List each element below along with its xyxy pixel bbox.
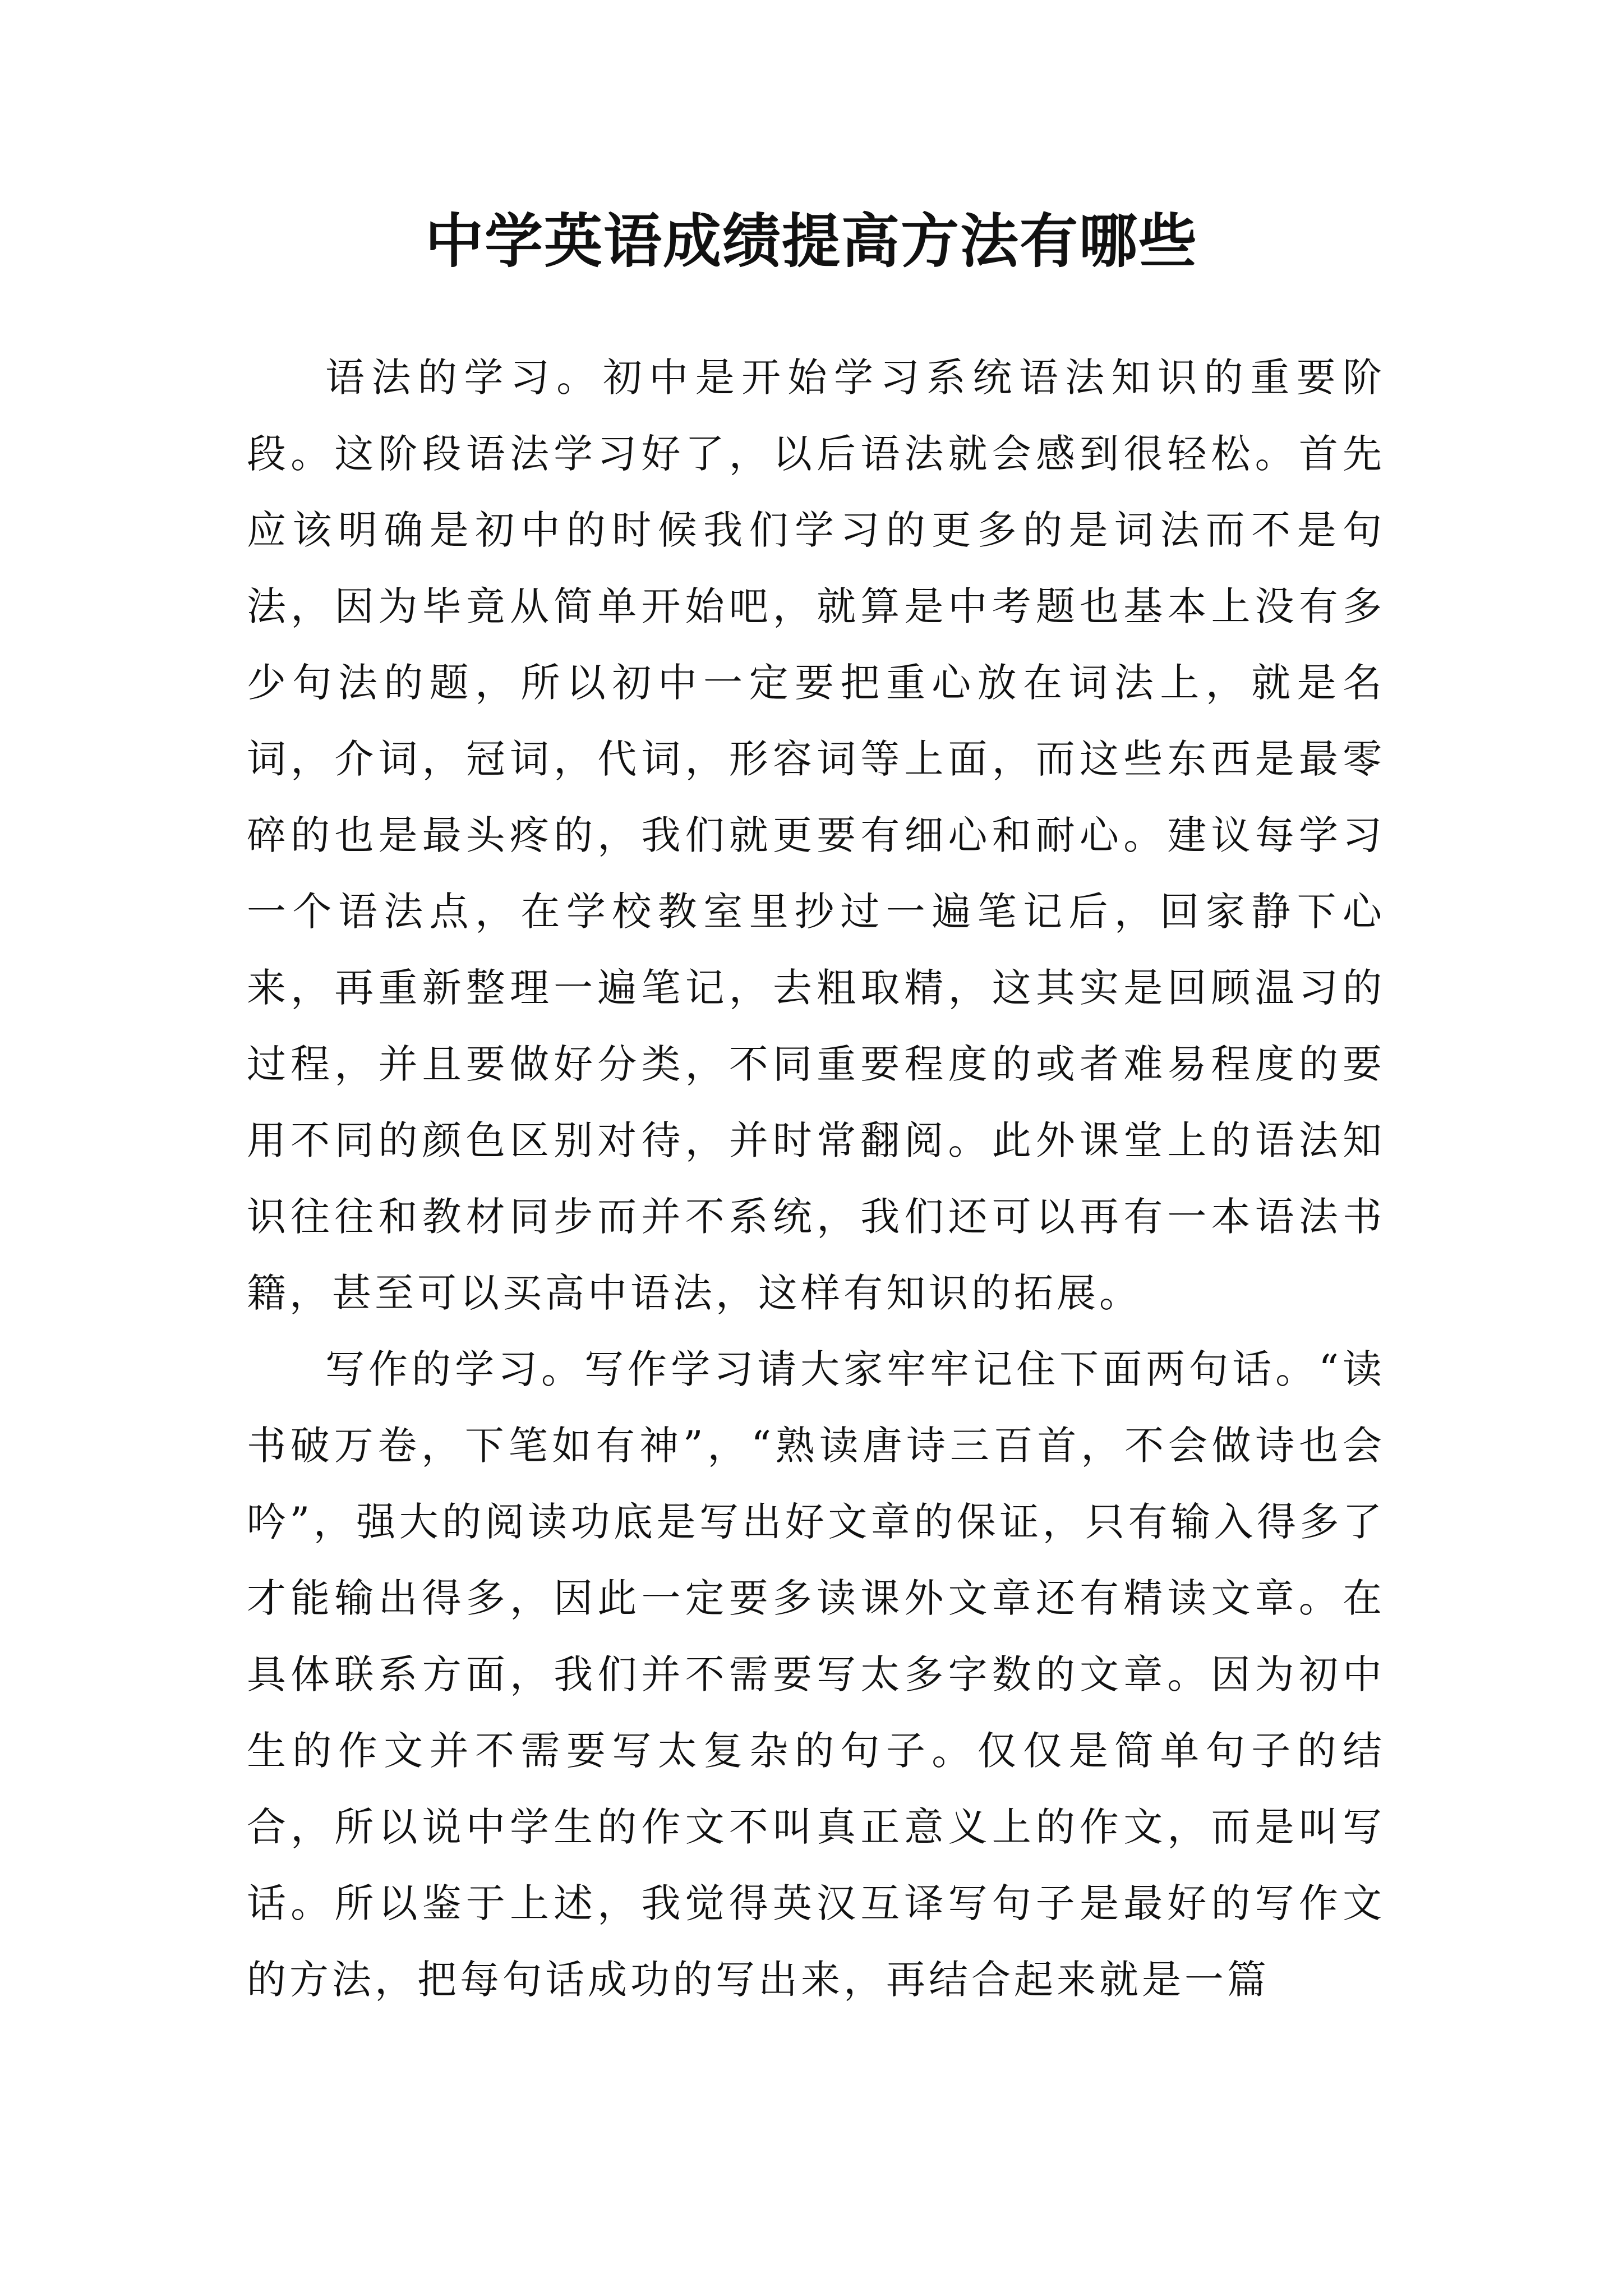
- document-title: 中学英语成绩提高方法有哪些: [425, 206, 1198, 275]
- document-body: [247, 339, 1385, 2018]
- paragraph-writing: 写作的学习。写作学习请大家牢牢记住下面两句话。“读书破万卷，下笔如有神”，“熟读唐诗三百首，不会做诗也会吟”，强大的阅读功底是写出好文章的保证，只有输入得多了才能输出得多，因此一定要多读课外文章还有精读文章。在具体联系方面，我们并不需要写太多字数的文章。因为初中生的作文并不需要写太复杂的句子。仅仅是简单句子的结合，所以说中学生的作文不叫真正意义上的作文，而是叫写话。所以鉴于上述，我觉得英汉互译写句子是最好的写作文的方法，把每句话成功的写出来，再结合起来就是一篇: [247, 1346, 1385, 2003]
- paragraph-grammar: 语法的学习。初中是开始学习系统语法知识的重要阶段。这阶段语法学习好了，以后语法就会感到很轻松。首先应该明确是初中的时候我们学习的更多的是词法而不是句法，因为毕竟从简单开始吧，就算是中考题也基本上没有多少句法的题，所以初中一定要把重心放在词法上，就是名词，介词，冠词，代词，形容词等上面，而这些东西是最零碎的也是最头疼的，我们就更要有细心和耐心。建议每学习一个语法点，在学校教室里抄过一遍笔记后，回家静下心来，再重新整理一遍笔记，去粗取精，这其实是回顾温习的过程，并且要做好分类，不同重要程度的或者难易程度的要用不同的颜色区别对待，并时常翻阅。此外课堂上的语法知识往往和教材同步而并不系统，我们还可以再有一本语法书籍，甚至可以买高中语法，这样有知识的拓展。: [247, 355, 1385, 1316]
